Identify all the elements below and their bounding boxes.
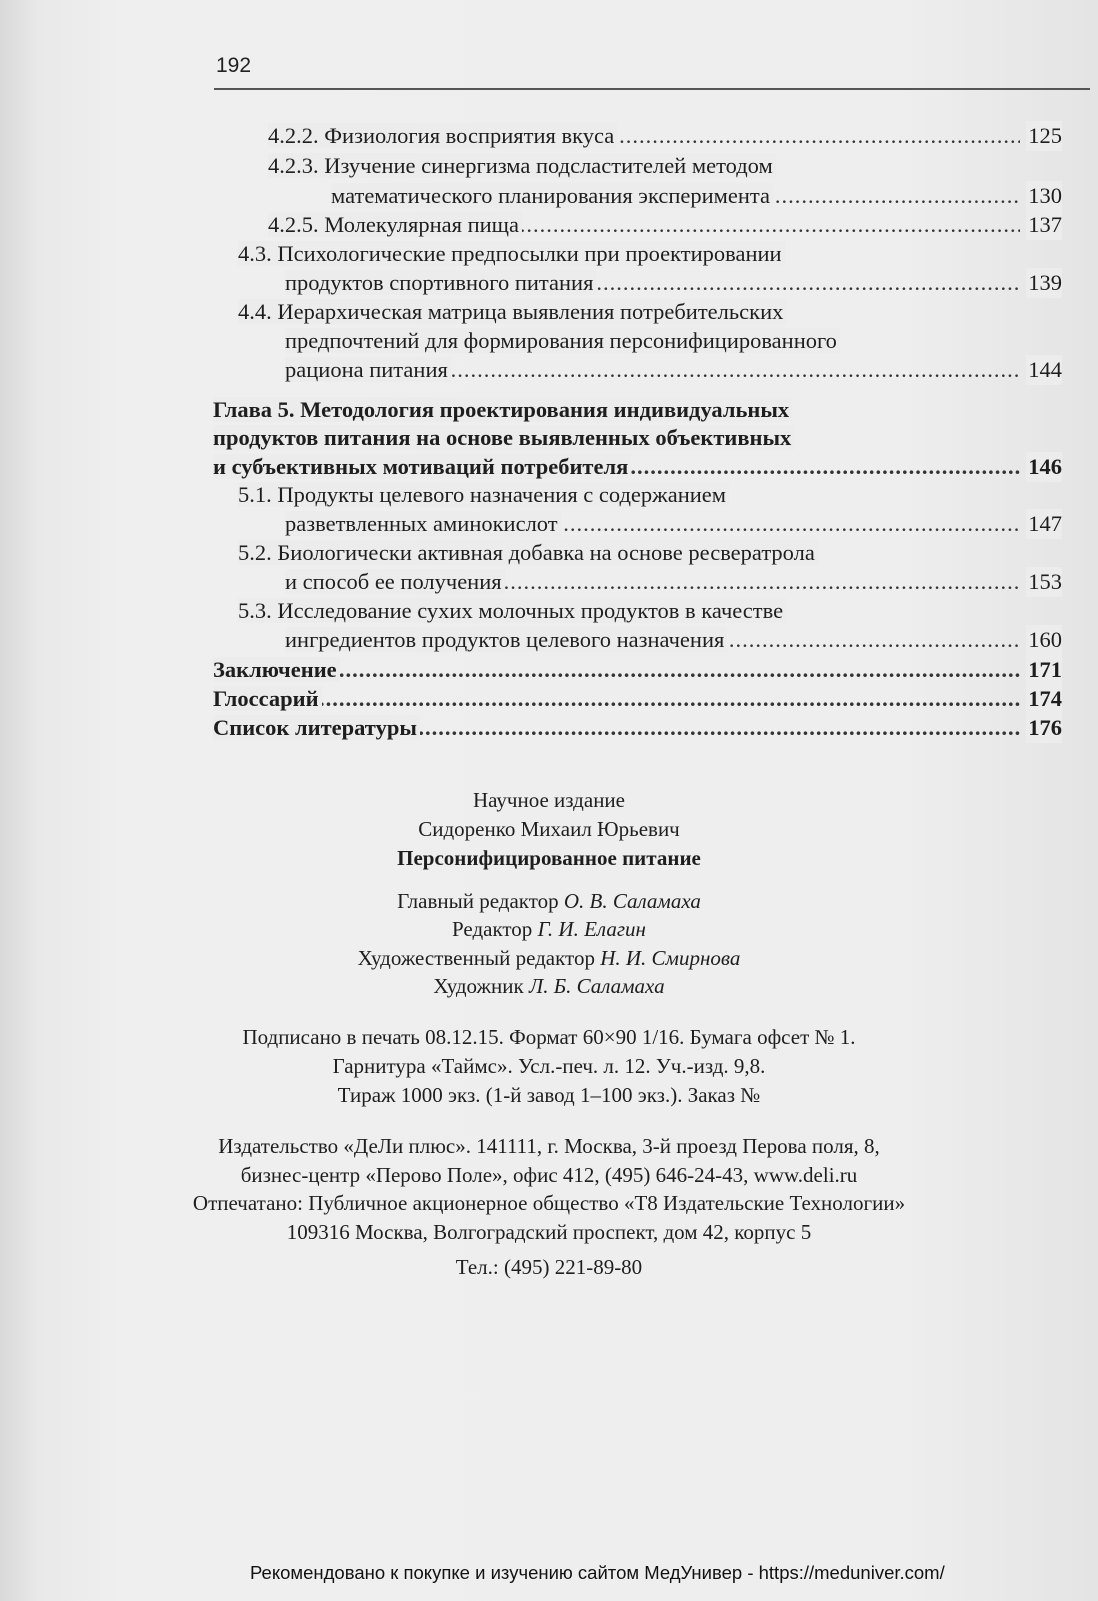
toc-chapter-heading: Заключение 171 ..... xyxy=(213,655,1062,685)
print-info-line: Тираж 1000 экз. (1-й завод 1–100 экз.). Заказ № xyxy=(337,1083,761,1107)
printer-line: Отпечатано: Публичное акционерное общество «Т8 Издательские Технологии» xyxy=(192,1191,906,1215)
phone-line: Тел.: (495) 221-89-80 xyxy=(455,1255,643,1279)
toc-entry: 4.4. Иерархическая матрица выявления потребительских xyxy=(238,297,1062,327)
publisher-line: Издательство «ДеЛи плюс». 141111, г. Москва, 3-й проезд Перова поля, 8, xyxy=(218,1134,880,1158)
toc-entry: 4.2.2. Физиология восприятия вкуса 125 ..... xyxy=(268,121,1062,151)
toc-chapter-heading: и субъективных мотиваций потребителя 146 ..... xyxy=(213,452,1062,482)
header-rule xyxy=(214,88,1090,90)
toc-entry: и способ ее получения 153 ..... xyxy=(285,567,1062,597)
toc-chapter-heading: Глава 5. Методология проектирования индивидуальных xyxy=(213,395,1062,425)
toc-entry: продуктов спортивного питания 139 ..... xyxy=(285,268,1062,298)
toc-chapter-heading: продуктов питания на основе выявленных объективных xyxy=(213,423,1062,453)
toc-entry: 5.1. Продукты целевого назначения с содержанием xyxy=(238,480,1062,510)
edition-type: Научное издание xyxy=(472,788,625,812)
print-info-line: Гарнитура «Таймс». Усл.-печ. л. 12. Уч.-изд. 9,8. xyxy=(332,1054,766,1078)
toc-entry: разветвленных аминокислот 147 ..... xyxy=(285,509,1062,539)
toc-entry: рациона питания 144 ..... xyxy=(285,355,1062,385)
toc-entry: 4.3. Психологические предпосылки при проектировании xyxy=(238,239,1062,269)
book-title: Персонифицированное питание xyxy=(397,846,701,870)
print-info-line: Подписано в печать 08.12.15. Формат 60×90 1/16. Бумага офсет № 1. xyxy=(242,1025,856,1049)
printer-line: 109316 Москва, Волгоградский проспект, дом 42, корпус 5 xyxy=(286,1220,812,1244)
art-editor: Художественный редактор Н. И. Смирнова xyxy=(357,946,741,970)
toc-chapter-heading: Список литературы 176 ..... xyxy=(213,713,1062,743)
toc-entry: предпочтений для формирования персонифицированного xyxy=(285,326,1062,356)
toc-entry: 5.3. Исследование сухих молочных продуктов в качестве xyxy=(238,596,1062,626)
toc-entry: ингредиентов продуктов целевого назначения 160 ..... xyxy=(285,625,1062,655)
chief-editor: Главный редактор О. В. Саламаха xyxy=(397,889,701,913)
toc-entry: 4.2.5. Молекулярная пища 137 ..... xyxy=(268,210,1062,240)
footer-link[interactable]: Рекомендовано к покупке и изучению сайтом МедУнивер - https://meduniver.com/ xyxy=(250,1562,945,1583)
editor: Редактор Г. И. Елагин xyxy=(452,917,646,941)
page-number: 192 xyxy=(216,54,252,77)
toc-entry: 5.2. Биологически активная добавка на основе ресвератрола xyxy=(238,538,1062,568)
publisher-line: бизнес-центр «Перово Поле», офис 412, (495) 646-24-43, www.deli.ru xyxy=(240,1163,858,1187)
author-name: Сидоренко Михаил Юрьевич xyxy=(418,817,680,841)
toc-entry: математического планирования эксперимента 130 ..... xyxy=(331,181,1062,211)
toc-entry: 4.2.3. Изучение синергизма подсластителей методом xyxy=(268,151,1062,181)
toc-chapter-heading: Глоссарий 174 ..... xyxy=(213,684,1062,714)
artist: Художник Л. Б. Саламаха xyxy=(433,974,665,998)
